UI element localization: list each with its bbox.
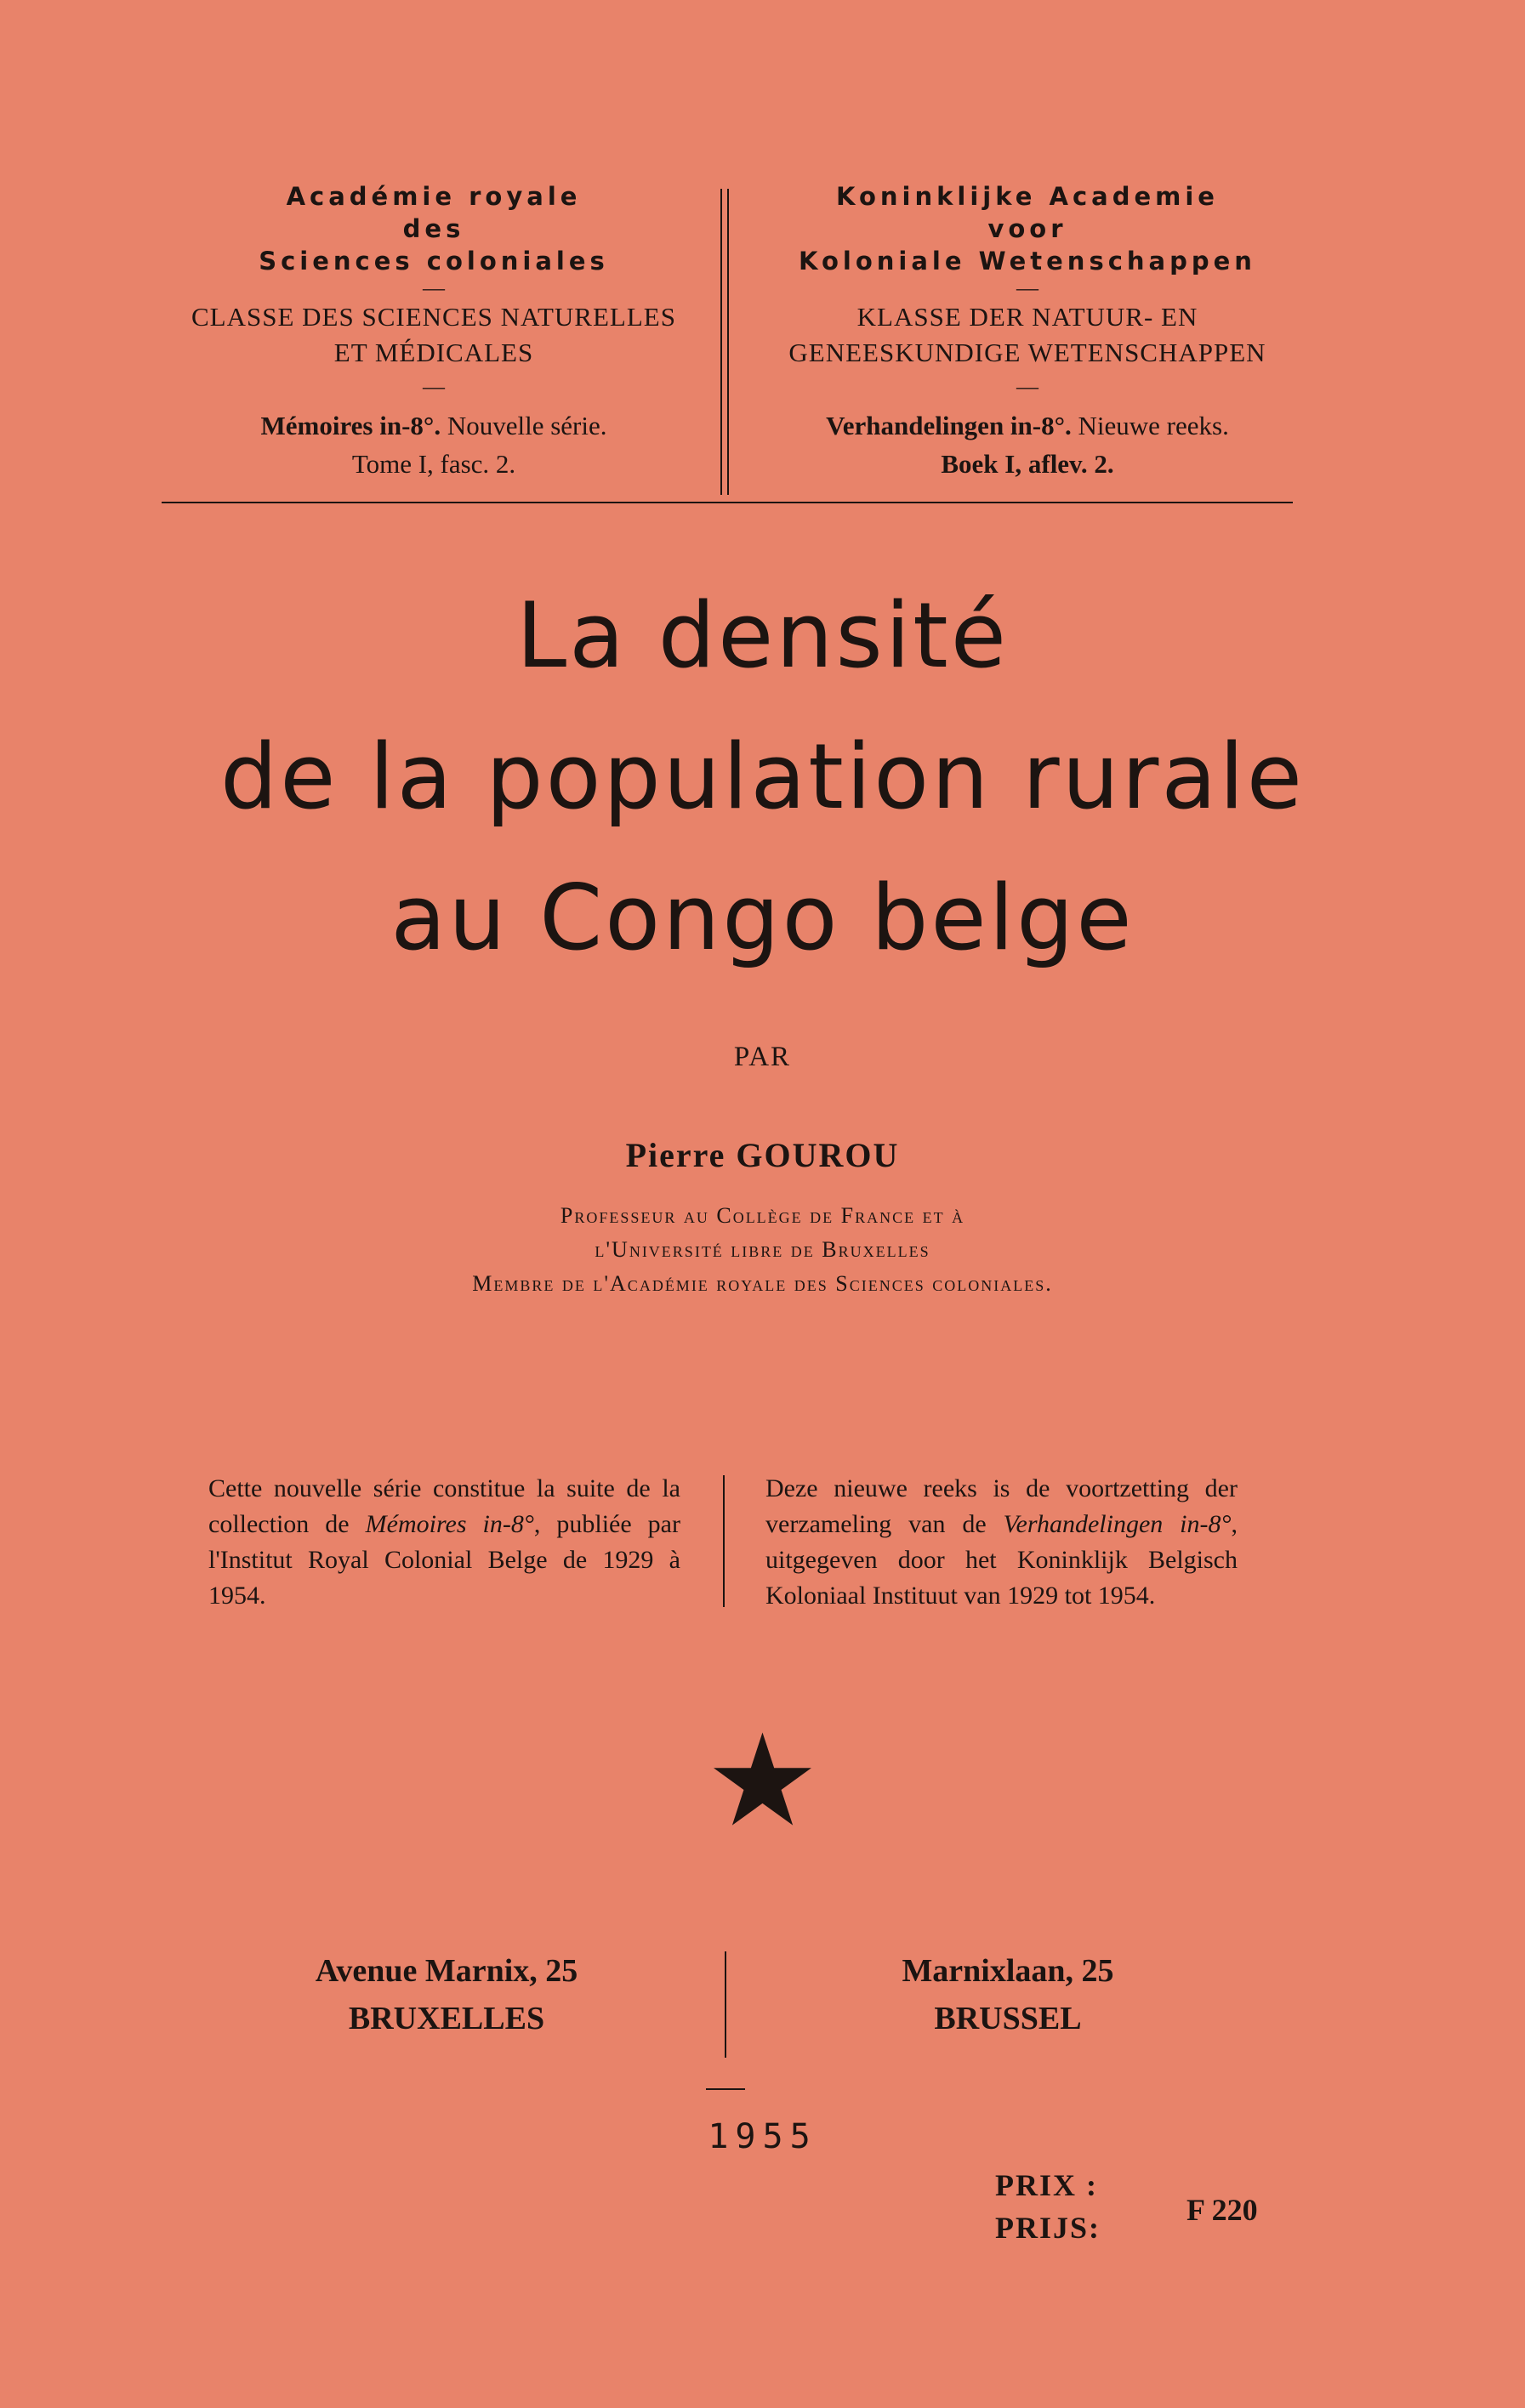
note-fr-text-1: Cette nouvelle série constitue la suite de la collection de	[208, 1474, 680, 1538]
academy-name-fr-1: Académie royale	[286, 182, 582, 211]
price-label-fr: PRIX :	[995, 2168, 1098, 2202]
note-nl-text-2: , uitgegeven door het Koninklijk Belgisch Koloniaal Instituut van 1929 tot 1954.	[765, 1510, 1238, 1610]
class-name-fr-2: ET MÉDICALES	[333, 338, 534, 367]
address-fr	[225, 1947, 668, 2042]
address-nl-street: Marnixlaan, 25	[902, 1953, 1114, 1989]
title-line-1: La densité	[516, 583, 1009, 688]
header-divider-1	[720, 189, 722, 495]
affiliation-line-2: l'Université libre de Bruxelles	[595, 1237, 930, 1262]
dash-separator: —	[1016, 275, 1038, 300]
price-label-nl: PRIJS:	[995, 2211, 1101, 2245]
price-value: F 220	[1186, 2193, 1258, 2227]
class-name-nl-1: KLASSE DER NATUUR- EN	[856, 302, 1198, 332]
academy-name-fr-3: Sciences coloniales	[259, 247, 609, 275]
series-nl	[738, 406, 1317, 445]
header-rule	[162, 502, 1293, 503]
header-left	[145, 180, 723, 483]
series-nl-rest: Nieuwe reeks.	[1078, 411, 1229, 440]
note-nl-italic: Verhandelingen in-8°	[1003, 1510, 1232, 1538]
affiliation-line-1: Professeur au Collège de France et à	[560, 1203, 965, 1228]
year-dash	[706, 2088, 745, 2090]
address-nl	[787, 1947, 1229, 2042]
by-label: PAR	[733, 1042, 792, 1072]
series-note-nl	[765, 1471, 1238, 1614]
notes-divider	[723, 1475, 725, 1607]
series-fr	[145, 406, 723, 445]
series-fr-bold: Mémoires in-8°.	[260, 411, 441, 440]
series-fr-rest: Nouvelle série.	[447, 411, 607, 440]
address-fr-city: BRUXELLES	[348, 2001, 545, 2036]
note-fr-italic: Mémoires in-8°	[365, 1510, 534, 1538]
star-icon: ★	[705, 1707, 820, 1855]
tome-fr: Tome I, fasc. 2.	[351, 449, 516, 479]
note-nl-text-1: Deze nieuwe reeks is de voortzetting der verzameling van de	[765, 1474, 1238, 1538]
author-name: Pierre GOUROU	[625, 1136, 900, 1174]
academy-name-nl-3: Koloniale Wetenschappen	[799, 247, 1256, 275]
title-line-2: de la population rurale	[219, 724, 1305, 829]
note-fr-text-2: , publiée par l'Institut Royal Colonial Belge de 1929 à 1954.	[208, 1510, 680, 1610]
series-nl-bold: Verhandelingen in-8°.	[826, 411, 1072, 440]
dash-separator: —	[423, 374, 445, 399]
academy-name-nl-1: Koninklijke Academie	[836, 182, 1219, 211]
price-labels	[995, 2164, 1101, 2249]
class-name-nl-2: GENEESKUNDIGE WETENSCHAPPEN	[788, 338, 1266, 367]
header-divider-2	[727, 189, 729, 495]
publication-year: 1955	[708, 2117, 817, 2156]
address-divider	[725, 1951, 726, 2058]
address-fr-street: Avenue Marnix, 25	[315, 1953, 578, 1989]
affiliation-line-3: Membre de l'Académie royale des Sciences coloniales.	[472, 1271, 1053, 1296]
book-title	[0, 565, 1525, 989]
dash-separator: —	[423, 275, 445, 300]
tome-nl: Boek I, aflev. 2.	[941, 449, 1114, 479]
address-nl-city: BRUSSEL	[934, 2001, 1082, 2036]
academy-name-nl-2: voor	[987, 214, 1067, 243]
class-name-fr-1: CLASSE DES SCIENCES NATURELLES	[191, 302, 676, 332]
dash-separator: —	[1016, 374, 1038, 399]
author-affiliation	[0, 1199, 1525, 1301]
series-note-fr	[208, 1471, 680, 1614]
header-right	[738, 180, 1317, 483]
title-line-3: au Congo belge	[390, 866, 1135, 970]
academy-name-fr-2: des	[402, 214, 465, 243]
